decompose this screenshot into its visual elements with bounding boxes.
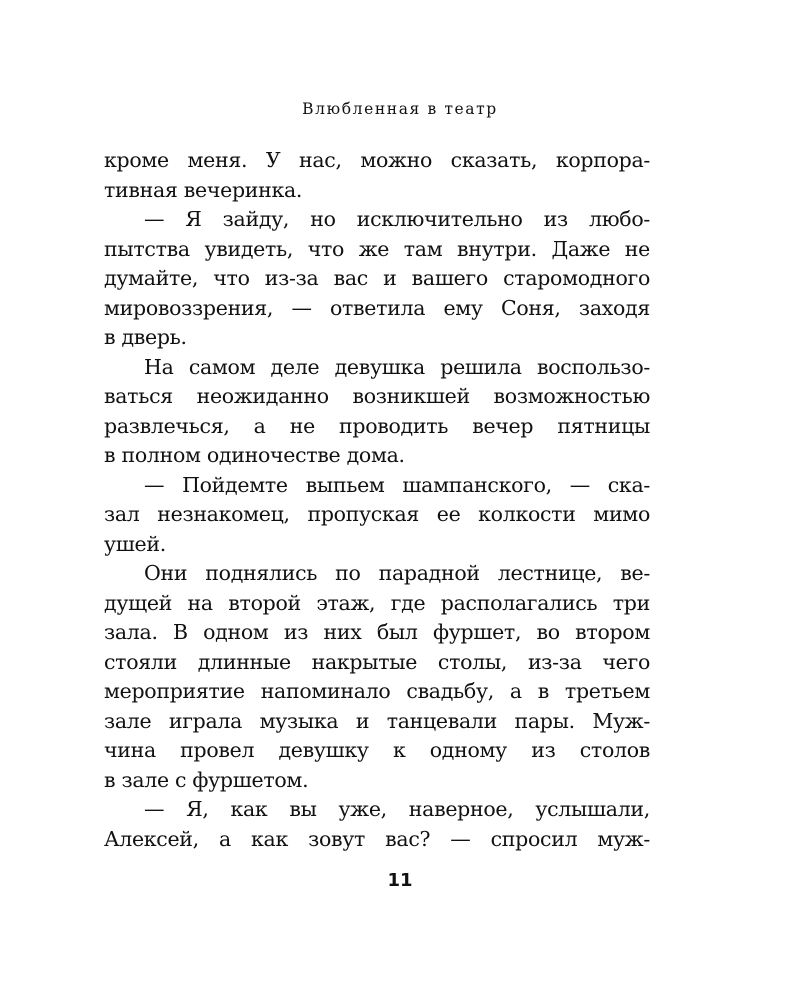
text-line: думайте, что из-за вас и вашего старомодного	[104, 266, 650, 290]
text-line: развлечься, а не проводить вечер пятницы	[104, 413, 650, 438]
text-line: мероприятие напоминало свадьбу, а в третьем	[104, 679, 650, 703]
text-line: в дверь.	[104, 325, 187, 349]
body-text	[104, 146, 650, 854]
text-line: зал незнакомец, пропуская ее колкости мимо	[104, 502, 650, 526]
text-line: кроме меня. У нас, можно сказать, корпора-	[104, 148, 650, 172]
text-line: — Пойдемте выпьем шампанского, — ска-	[144, 472, 650, 497]
text-line: зале играла музыка и танцевали пары. Муж-	[104, 708, 650, 733]
text-line: — Я зайду, но исключительно из любо-	[144, 207, 650, 231]
text-line: в зале с фуршетом.	[104, 767, 309, 792]
text-line: Они поднялись по парадной лестнице, ве-	[144, 561, 650, 585]
text-line: пытства увидеть, что же там внутри. Даже не	[104, 236, 650, 261]
text-line: ушей.	[104, 531, 166, 556]
text-line: дущей на второй этаж, где располагались три	[104, 590, 650, 615]
text-line: ваться неожиданно возникшей возможностью	[104, 384, 650, 408]
running-head: Влюбленная в театр	[302, 100, 498, 118]
text-line: Алексей, а как зовут вас? — спросил муж-	[104, 826, 650, 851]
text-line: — Я, как вы уже, наверное, услышали,	[144, 797, 650, 821]
text-line: мировоззрения, — ответила ему Соня, заходя	[104, 295, 650, 320]
text-line: стояли длинные накрытые столы, из-за чего	[104, 649, 650, 674]
text-line: в полном одиночестве дома.	[104, 443, 405, 467]
page-number: 11	[387, 870, 413, 891]
text-line: чина провел девушку к одному из столов	[104, 738, 650, 762]
text-line: зала. В одном из них был фуршет, во втором	[104, 620, 650, 644]
text-line: На самом деле девушка решила воспользо-	[144, 354, 650, 379]
text-line: тивная вечеринка.	[104, 177, 303, 202]
